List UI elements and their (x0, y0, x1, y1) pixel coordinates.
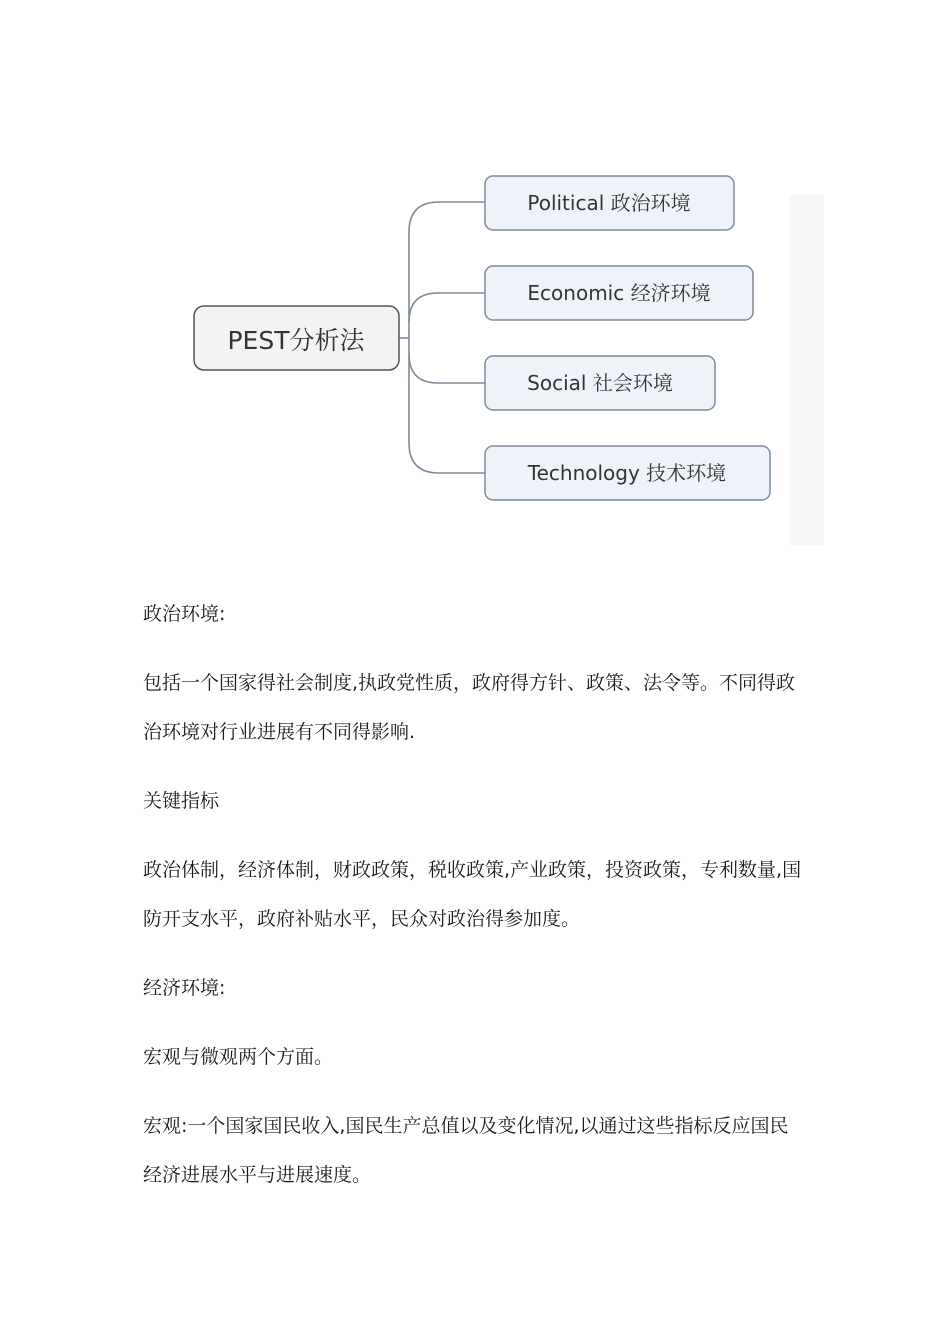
political-heading: 政治环境: (143, 603, 226, 625)
macro-line-1: 宏观:一个国家国民收入,国民生产总值以及变化情况,以通过这些指标反应国民 (143, 1115, 789, 1137)
figure-shadow (790, 195, 824, 545)
economic-connector (409, 293, 485, 322)
trunk-line (409, 202, 485, 473)
branch-economic (485, 266, 753, 320)
economic-intro: 宏观与微观两个方面。 (143, 1046, 334, 1068)
political-desc-line-2: 治环境对行业进展有不同得影响. (143, 721, 416, 743)
indicators-heading: 关键指标 (143, 790, 220, 812)
branch-technology (485, 446, 770, 500)
document-body (143, 590, 823, 1200)
macro-line-2: 经济进展水平与进展速度。 (143, 1164, 372, 1186)
branch-political-label: Political 政治环境 (527, 191, 691, 215)
branch-technology-label: Technology 技术环境 (527, 461, 727, 485)
pest-mindmap-diagram (0, 0, 950, 560)
branch-political (485, 176, 734, 230)
economic-heading: 经济环境: (143, 977, 226, 999)
branch-social-label: Social 社会环境 (527, 371, 673, 395)
connector-lines (399, 202, 485, 473)
indicators-line-1: 政治体制，经济体制，财政政策，税收政策,产业政策，投资政策，专利数量,国 (143, 859, 802, 881)
political-desc-line-1: 包括一个国家得社会制度,执政党性质，政府得方针、政策、法令等。不同得政 (143, 672, 796, 694)
branch-social (485, 356, 715, 410)
social-connector (409, 354, 485, 383)
indicators-line-2: 防开支水平，政府补贴水平，民众对政治得参加度。 (143, 908, 581, 930)
root-node-label: PEST分析法 (227, 326, 365, 355)
branch-economic-label: Economic 经济环境 (527, 281, 711, 305)
root-node (194, 306, 399, 370)
